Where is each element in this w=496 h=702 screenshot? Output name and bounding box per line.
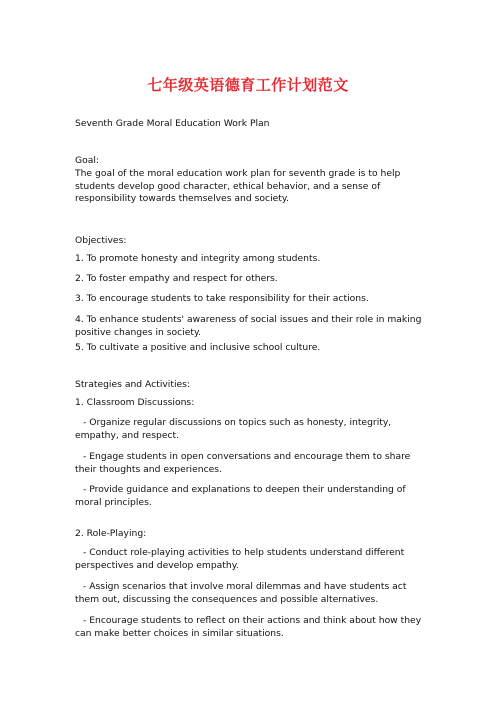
document-title: 七年级英语德育工作计划范文 xyxy=(147,76,349,94)
objectives-heading: Objectives: xyxy=(75,235,127,246)
section-item: - Encourage students to reflect on their actions and think about how they can make better choices in similar situations. xyxy=(75,615,422,639)
document-subtitle: Seventh Grade Moral Education Work Plan xyxy=(75,118,270,129)
section-heading: 1. Classroom Discussions: xyxy=(75,397,195,408)
objective-item: 5. To cultivate a positive and inclusive school culture. xyxy=(75,342,321,353)
strategies-heading: Strategies and Activities: xyxy=(75,379,191,390)
goal-heading: Goal: xyxy=(75,155,100,166)
section-heading: 2. Role-Playing: xyxy=(75,528,147,539)
goal-text: The goal of the moral education work plan for seventh grade is to help students develop good character, ethical behavior, and a sense of responsibility towards themselves and society. xyxy=(75,168,401,204)
section-item: - Provide guidance and explanations to deepen their understanding of moral principles. xyxy=(75,484,406,508)
section-item: - Engage students in open conversations and encourage them to share their thoughts and experiences. xyxy=(75,451,411,475)
objective-item: 2. To foster empathy and respect for others. xyxy=(75,273,278,284)
section-item: - Organize regular discussions on topics such as honesty, integrity, empathy, and respect. xyxy=(75,417,392,441)
objective-item: 3. To encourage students to take responsibility for their actions. xyxy=(75,293,369,304)
objective-item: 1. To promote honesty and integrity among students. xyxy=(75,253,321,264)
objective-item: 4. To enhance students' awareness of social issues and their role in making positive changes in society. xyxy=(75,314,422,338)
section-item: - Conduct role-playing activities to help students understand different perspectives and develop empathy. xyxy=(75,547,405,571)
section-item: - Assign scenarios that involve moral dilemmas and have students act them out, discussing the consequences and possible alternatives. xyxy=(75,581,407,605)
